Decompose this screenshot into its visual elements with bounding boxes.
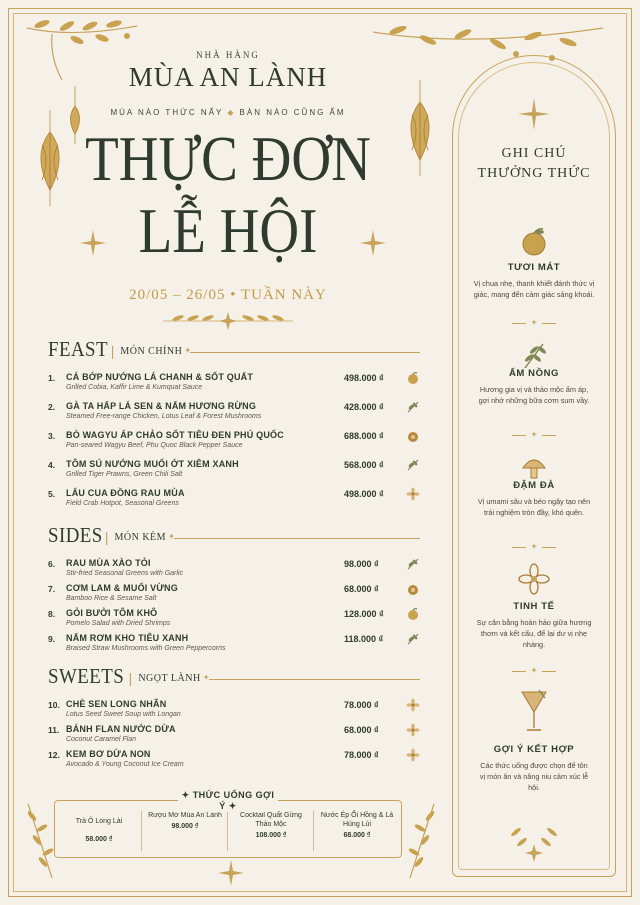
note-text: Hương gia vị và thảo mộc ấm áp, gợi nhớ những bữa cơm sum vầy. [478, 385, 590, 405]
section-subtitle: NGỌT LÀNH [138, 673, 201, 684]
herb-icon [517, 338, 551, 372]
item-name: GỎI BƯỞI TÔM KHÔ [66, 608, 158, 618]
panel-divider: ✦ [524, 666, 544, 675]
item-number: 11. [48, 725, 60, 735]
note-title: ĐẬM ĐÀ [513, 480, 555, 491]
section-subtitle: MÓN KÈM [114, 532, 167, 543]
item-price: 688.000 ₫ [344, 431, 384, 441]
note-text: Vị umami sâu và béo ngậy tạo nên trải nghiệm tròn đầy, khó quên. [477, 497, 591, 517]
tasting-note-warm [452, 368, 616, 406]
item-number: 9. [48, 634, 56, 644]
section-title: SWEETS [48, 664, 125, 688]
drink-item [61, 811, 137, 843]
note-title: GỢI Ý KẾT HỢP [493, 744, 575, 755]
note-text: Sự cân bằng hoàn hảo giữa hương thơm và kết cấu, để lại dư vị nhẹ nhàng. [476, 618, 592, 649]
item-price: 128.000 ₫ [344, 609, 384, 619]
item-number: 3. [48, 431, 56, 441]
drinks-title: ✦ THỨC UỐNG GỢI Ý ✦ [178, 790, 278, 812]
mushroom-icon [517, 450, 551, 484]
section-header-sides [48, 524, 420, 548]
menu-item [48, 699, 424, 723]
kumquat-icon [406, 607, 420, 621]
section-separator: | [104, 529, 109, 545]
note-text: Vị chua nhẹ, thanh khiết đánh thức vị giác, mang đến cảm giác sảng khoái. [473, 279, 595, 299]
panel-divider: ✦ [524, 430, 544, 439]
drink-divider [141, 811, 142, 851]
drink-price: 98.000 ₫ [171, 823, 199, 830]
item-description: Lotus Seed Sweet Soup with Longan [66, 711, 181, 718]
note-title: ẤM NỒNG [508, 368, 560, 379]
item-number: 4. [48, 460, 56, 470]
section-title: SIDES [48, 523, 103, 547]
menu-title-line1: THỰC ĐƠN [85, 123, 371, 194]
item-price: 78.000 ₫ [344, 750, 379, 760]
leaf-icon [406, 557, 420, 571]
drink-name: Nước Ép Ổi Hồng & Lá Húng Lủi [320, 812, 394, 828]
item-description: Stir-fried Seasonal Greens with Garlic [66, 570, 183, 577]
item-price: 498.000 ₫ [344, 373, 384, 383]
drink-item [319, 811, 395, 839]
menu-item [48, 459, 424, 483]
leaf-icon [406, 458, 420, 472]
drink-item [233, 811, 309, 839]
menu-item [48, 608, 424, 632]
restaurant-name: MÙA AN LÀNH [128, 62, 328, 92]
menu-item [48, 633, 424, 657]
tagline-dot: ◆ [227, 108, 236, 117]
item-price: 68.000 ₫ [344, 725, 379, 735]
section-rule [190, 352, 420, 353]
flower-icon [406, 748, 420, 762]
tasting-note-refined [452, 601, 616, 650]
item-number: 8. [48, 609, 56, 619]
drinks-title-text: THỨC UỐNG GỢI Ý [192, 790, 275, 811]
section-rule [209, 679, 420, 680]
kumquat-icon [406, 371, 420, 385]
drink-name: Rượu Mơ Mùa An Lành [148, 812, 222, 819]
laurel-divider-icon [158, 310, 298, 332]
menu-item [48, 724, 424, 748]
item-description: Pomelo Salad with Dried Shrimps [66, 620, 171, 627]
item-number: 2. [48, 402, 56, 412]
section-title: FEAST [48, 337, 109, 361]
sparkle-bottom-icon [216, 858, 246, 888]
item-description: Pan-seared Wagyu Beef, Phu Quoc Black Pepper Sauce [66, 442, 243, 449]
drink-price: 58.000 ₫ [85, 836, 113, 843]
item-number: 10. [48, 700, 60, 710]
menu-item [48, 372, 424, 396]
note-title: TƯƠI MÁT [507, 262, 561, 273]
item-price: 98.000 ₫ [344, 559, 379, 569]
item-number: 5. [48, 489, 56, 499]
item-price: 78.000 ₫ [344, 700, 379, 710]
item-name: RAU MÙA XÀO TỎI [66, 558, 151, 568]
drink-price: 108.000 ₫ [255, 832, 287, 839]
drink-divider [313, 811, 314, 851]
item-name: CƠM LAM & MUỐI VỪNG [66, 583, 178, 593]
drink-name: Cocktail Quất Gừng Thảo Mộc [240, 812, 302, 828]
kumquat-icon [517, 225, 551, 259]
fruit-icon [406, 582, 420, 596]
drink-name: Trà Ô Long Lài [75, 818, 123, 825]
tagline-left: MÙA NÀO THỨC NẤY [110, 108, 224, 117]
section-rule [174, 538, 420, 539]
tagline [0, 108, 456, 117]
menu-item [48, 583, 424, 607]
item-number: 7. [48, 584, 56, 594]
leaf-icon [406, 400, 420, 414]
item-description: Grilled Cobia, Kaffir Lime & Kumquat Sauce [66, 384, 203, 391]
note-text: Các thức uống được chọn để tôn vị món ăn và nâng niu cảm xúc lễ hội. [479, 761, 589, 792]
item-number: 12. [48, 750, 60, 760]
item-name: BÒ WAGYU ÁP CHẢO SỐT TIÊU ĐEN PHÚ QUỐC [66, 430, 284, 440]
item-description: Avocado & Young Coconut Ice Cream [66, 761, 184, 768]
section-separator: | [128, 670, 133, 686]
item-description: Bamboo Rice & Sesame Salt [66, 595, 157, 602]
section-header-sweets [48, 665, 420, 689]
drink-item [147, 811, 223, 830]
flower-icon [517, 562, 551, 596]
panel-divider: ✦ [524, 542, 544, 551]
item-price: 498.000 ₫ [344, 489, 384, 499]
item-price: 118.000 ₫ [344, 634, 384, 644]
panel-title-line1: GHI CHÚ [501, 146, 567, 161]
panel-bottom-laurel-icon [486, 822, 582, 862]
item-name: BÁNH FLAN NƯỚC DỪA [66, 724, 176, 734]
drink-divider [227, 811, 228, 851]
item-price: 68.000 ₫ [344, 584, 379, 594]
menu-item [48, 749, 424, 773]
tagline-right: BÀN NÀO CŨNG ẤM [239, 108, 346, 117]
menu-item [48, 430, 424, 454]
item-name: CÁ BỚP NƯỚNG LÁ CHANH & SỐT QUẤT [66, 372, 254, 382]
item-name: GÀ TA HẤP LÁ SEN & NẤM HƯƠNG RỪNG [66, 401, 257, 411]
flower-icon [406, 698, 420, 712]
star-icon [516, 96, 552, 132]
item-description: Braised Straw Mushrooms with Green Peppercorns [66, 645, 226, 652]
item-number: 1. [48, 373, 56, 383]
item-description: Steamed Free-range Chicken, Lotus Leaf & Forest Mushrooms [66, 413, 262, 420]
tasting-note-fresh [452, 262, 616, 300]
item-number: 6. [48, 559, 56, 569]
item-price: 568.000 ₫ [344, 460, 384, 470]
menu-item [48, 401, 424, 425]
fruit-icon [406, 429, 420, 443]
panel-divider: ✦ [524, 318, 544, 327]
menu-item [48, 488, 424, 512]
item-name: TÔM SÚ NƯỚNG MUỐI ỚT XIÊM XANH [66, 459, 239, 469]
drink-price: 68.000 ₫ [343, 832, 371, 839]
item-description: Field Crab Hotpot, Seasonal Greens [66, 500, 179, 507]
branch-bottom-right-icon [400, 800, 440, 880]
section-header-feast [48, 338, 420, 362]
tasting-note-pairing [452, 744, 616, 793]
section-subtitle: MÓN CHÍNH [120, 346, 183, 357]
item-name: CHÈ SEN LONG NHÃN [66, 699, 167, 709]
note-title: TINH TẾ [513, 601, 555, 612]
item-description: Grilled Tiger Prawns, Green Chili Salt [66, 471, 183, 478]
item-price: 428.000 ₫ [344, 402, 384, 412]
item-name: NẤM RƠM KHO TIÊU XANH [66, 633, 189, 643]
leaf-icon [406, 632, 420, 646]
flower-icon [406, 723, 420, 737]
date-range: 20/05 – 26/05 • TUẦN NÀY [129, 287, 327, 303]
item-name: LẨU CUA ĐỒNG RAU MÙA [66, 488, 185, 498]
tasting-note-rich [452, 480, 616, 518]
menu-item [48, 558, 424, 582]
item-description: Coconut Caramel Flan [66, 736, 137, 743]
flower-icon [406, 487, 420, 501]
menu-title-line2: LỄ HỘI [138, 195, 318, 266]
section-separator: | [110, 343, 115, 359]
cocktail-glass-icon [517, 688, 551, 734]
branch-bottom-left-icon [22, 800, 62, 880]
item-name: KEM BƠ DỪA NON [66, 749, 151, 759]
panel-title-line2: THƯỞNG THỨC [477, 166, 591, 181]
restaurant-label: NHÀ HÀNG [196, 50, 260, 60]
